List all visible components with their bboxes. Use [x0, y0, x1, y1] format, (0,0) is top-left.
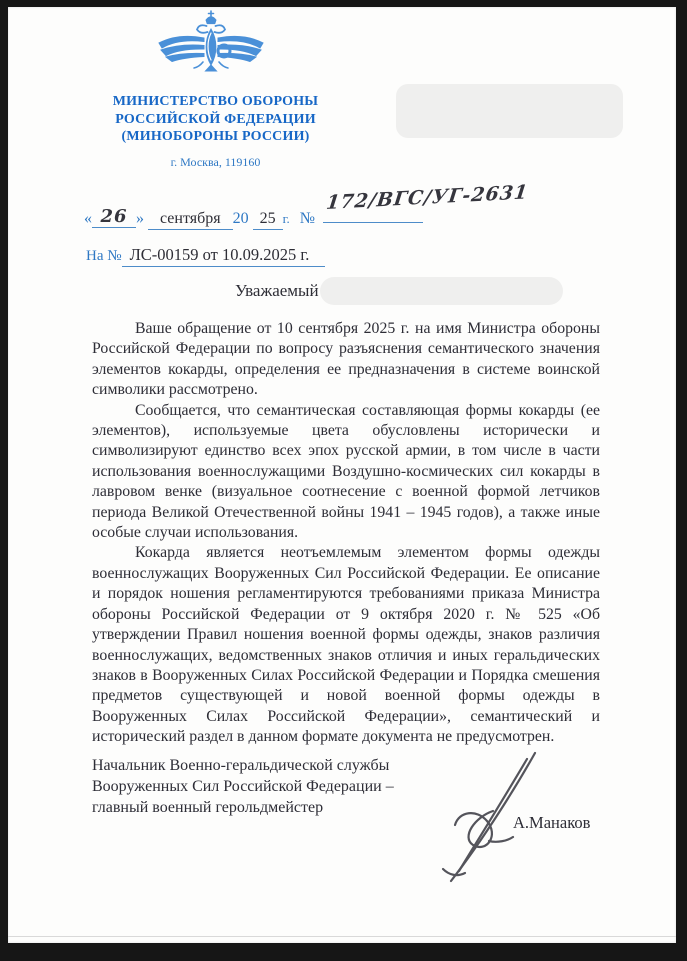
open-quote: « — [84, 210, 92, 227]
ministry-name-line: РОССИЙСКОЙ ФЕДЕРАЦИИ — [115, 111, 316, 127]
ministry-address: г. Москва, 119160 — [170, 154, 261, 169]
month-typed: сентября — [148, 210, 233, 230]
number-sign: № — [299, 210, 315, 227]
signatory-title-line: Начальник Военно-геральдической службы — [92, 757, 390, 774]
reply-label: На № — [86, 248, 122, 264]
scan-artifact-line — [8, 936, 676, 937]
body-paragraph: Ваше обращение от 10 сентября 2025 г. на имя Министра обороны Российской Федерации по вопросу разъяснения семантического значения элементов кокарды, определения ее предназначения в системе воинской символики рассмотрено. — [92, 320, 600, 399]
salutation: Уважаемый — [235, 281, 319, 300]
body-paragraph: Сообщается, что семантическая составляющая формы кокарды (ее элементов), используемые цвета обусловлены исторически и символизируют единство всех эпох русской армии, в том числе в части использования военнослужащими Воздушно-космических сил кокарды в лавровом венке (визуальное соотнесение с военной формой летчиков периода Великой Отечественной войны 1941 – 1945 годов), а также иные особые случаи использования. — [92, 401, 600, 542]
signatory-title-block — [92, 755, 422, 818]
signatory-name: А.Манаков — [513, 813, 591, 832]
letter-body — [92, 319, 600, 748]
handwritten-outgoing-number: 172/ВГС/УГ-2631 — [325, 181, 530, 214]
redacted-recipient-block — [396, 84, 623, 138]
signatory-title-line: главный военный герольдмейстер — [92, 799, 324, 816]
redacted-addressee-name — [320, 277, 563, 305]
letterhead — [23, 93, 408, 170]
letter-page — [8, 7, 676, 943]
reply-reference-value: ЛС-00159 от 10.09.2025 г. — [122, 245, 326, 267]
outgoing-number-field — [323, 181, 530, 223]
reply-reference-row — [86, 245, 325, 265]
year-suffix: г. — [282, 211, 290, 226]
body-paragraph: Кокарда является неотъемлемым элементом формы одежды военнослужащих Вооруженных Сил Российской Федерации. Ее описание и порядок ношения регламентируются требованиями приказа Министра обороны Российской Федерации от 9 октября 2020 г. № 525 «Об утверждении Правил ношения военной формы одежды, знаков различия военнослужащих, ведомственных знаков отличия и иных геральдических знаков в Вооруженных Силах Российской Федерации и Порядка смешения предметов существующей и новой военной формы одежды в Вооруженных Силах Российской Федерации», семантический и исторический раздел в данном формате документа не предусмотрен. — [92, 544, 600, 746]
signatory-title-line: Вооруженных Сил Российской Федерации – — [92, 778, 394, 795]
ministry-name-line: (МИНОБОРОНЫ РОССИИ) — [121, 129, 310, 144]
year-prefix: 20 — [232, 210, 249, 227]
ministry-name-line: МИНИСТЕРСТВО ОБОРОНЫ — [112, 94, 319, 109]
mod-emblem-eagle-icon — [156, 10, 266, 74]
handwritten-day: 26 — [92, 206, 136, 228]
close-quote: » — [136, 210, 144, 227]
outgoing-reference-row — [84, 181, 530, 230]
handwritten-year: 25 — [253, 210, 283, 230]
